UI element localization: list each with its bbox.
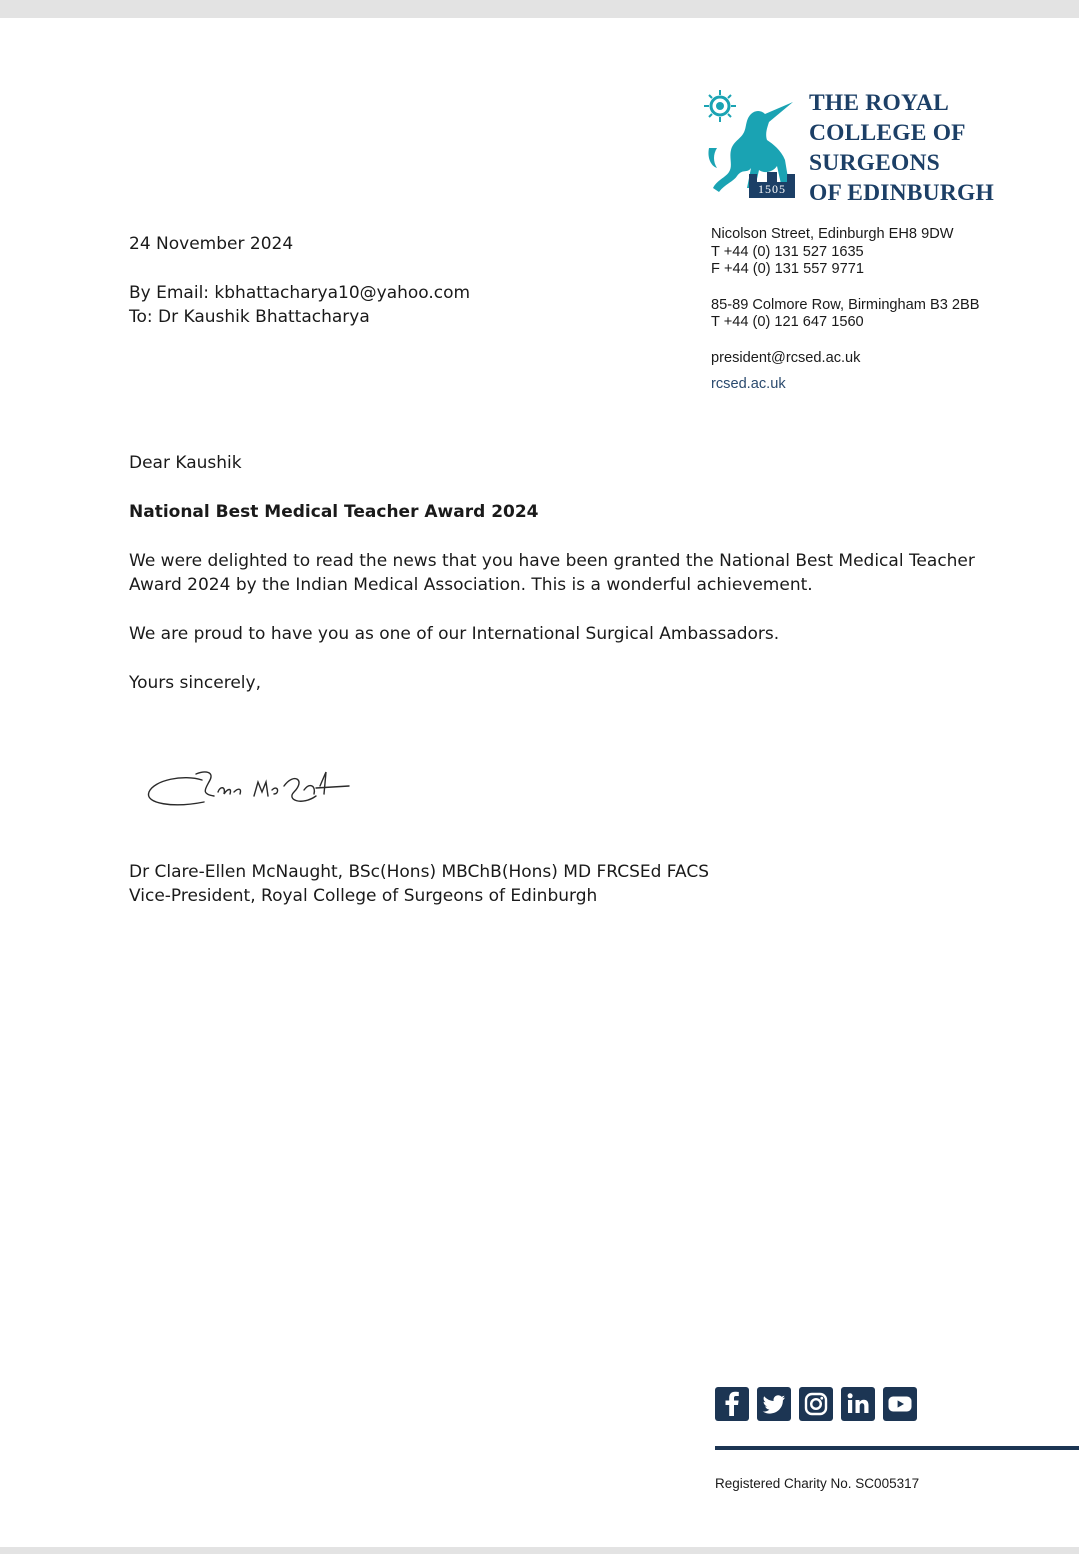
salutation: Dear Kaushik	[129, 453, 242, 473]
contact-email[interactable]: president@rcsed.ac.uk	[711, 349, 861, 366]
handwritten-signature	[144, 766, 354, 816]
letter-date: 24 November 2024	[129, 234, 294, 254]
paragraph-1-line-1: We were delighted to read the news that you have been granted the National Best Medical Teacher	[129, 551, 975, 571]
crest-year: 1505	[758, 182, 786, 196]
signatory-block	[129, 860, 709, 908]
facebook-icon[interactable]	[715, 1387, 749, 1421]
twitter-icon[interactable]	[757, 1387, 791, 1421]
birmingham-address: 85-89 Colmore Row, Birmingham B3 2BB	[711, 296, 980, 313]
youtube-icon[interactable]	[883, 1387, 917, 1421]
college-name-line-3: SURGEONS	[809, 150, 940, 176]
footer-divider	[715, 1446, 1079, 1450]
edinburgh-fax: F +44 (0) 131 557 9771	[711, 261, 864, 277]
paragraph-2: We are proud to have you as one of our International Surgical Ambassadors.	[129, 624, 780, 644]
college-name-line-2: COLLEGE OF	[809, 120, 966, 146]
instagram-icon[interactable]	[799, 1387, 833, 1421]
letter-subject: National Best Medical Teacher Award 2024	[129, 502, 539, 522]
linkedin-icon[interactable]	[841, 1387, 875, 1421]
college-name	[809, 88, 994, 208]
college-name-line-4: OF EDINBURGH	[809, 180, 994, 206]
recipient-name: To: Dr Kaushik Bhattacharya	[129, 307, 370, 327]
letter-body	[129, 232, 975, 695]
charity-number: Registered Charity No. SC005317	[715, 1476, 920, 1491]
recipient-email: By Email: kbhattacharya10@yahoo.com	[129, 283, 471, 303]
website-link[interactable]: rcsed.ac.uk	[711, 376, 786, 392]
closing: Yours sincerely,	[129, 673, 261, 693]
college-name-line-1: THE ROYAL	[809, 90, 950, 116]
letter-page	[0, 18, 1079, 1547]
signatory-title: Vice-President, Royal College of Surgeons of Edinburgh	[129, 886, 598, 906]
birmingham-telephone: T +44 (0) 121 647 1560	[711, 314, 864, 330]
signatory-name: Dr Clare-Ellen McNaught, BSc(Hons) MBChB(Hons) MD FRCSEd FACS	[129, 862, 710, 882]
edinburgh-address: Nicolson Street, Edinburgh EH8 9DW	[711, 226, 954, 242]
paragraph-1-line-2: Award 2024 by the Indian Medical Association. This is a wonderful achievement.	[129, 575, 813, 595]
edinburgh-telephone: T +44 (0) 131 527 1635	[711, 243, 864, 260]
